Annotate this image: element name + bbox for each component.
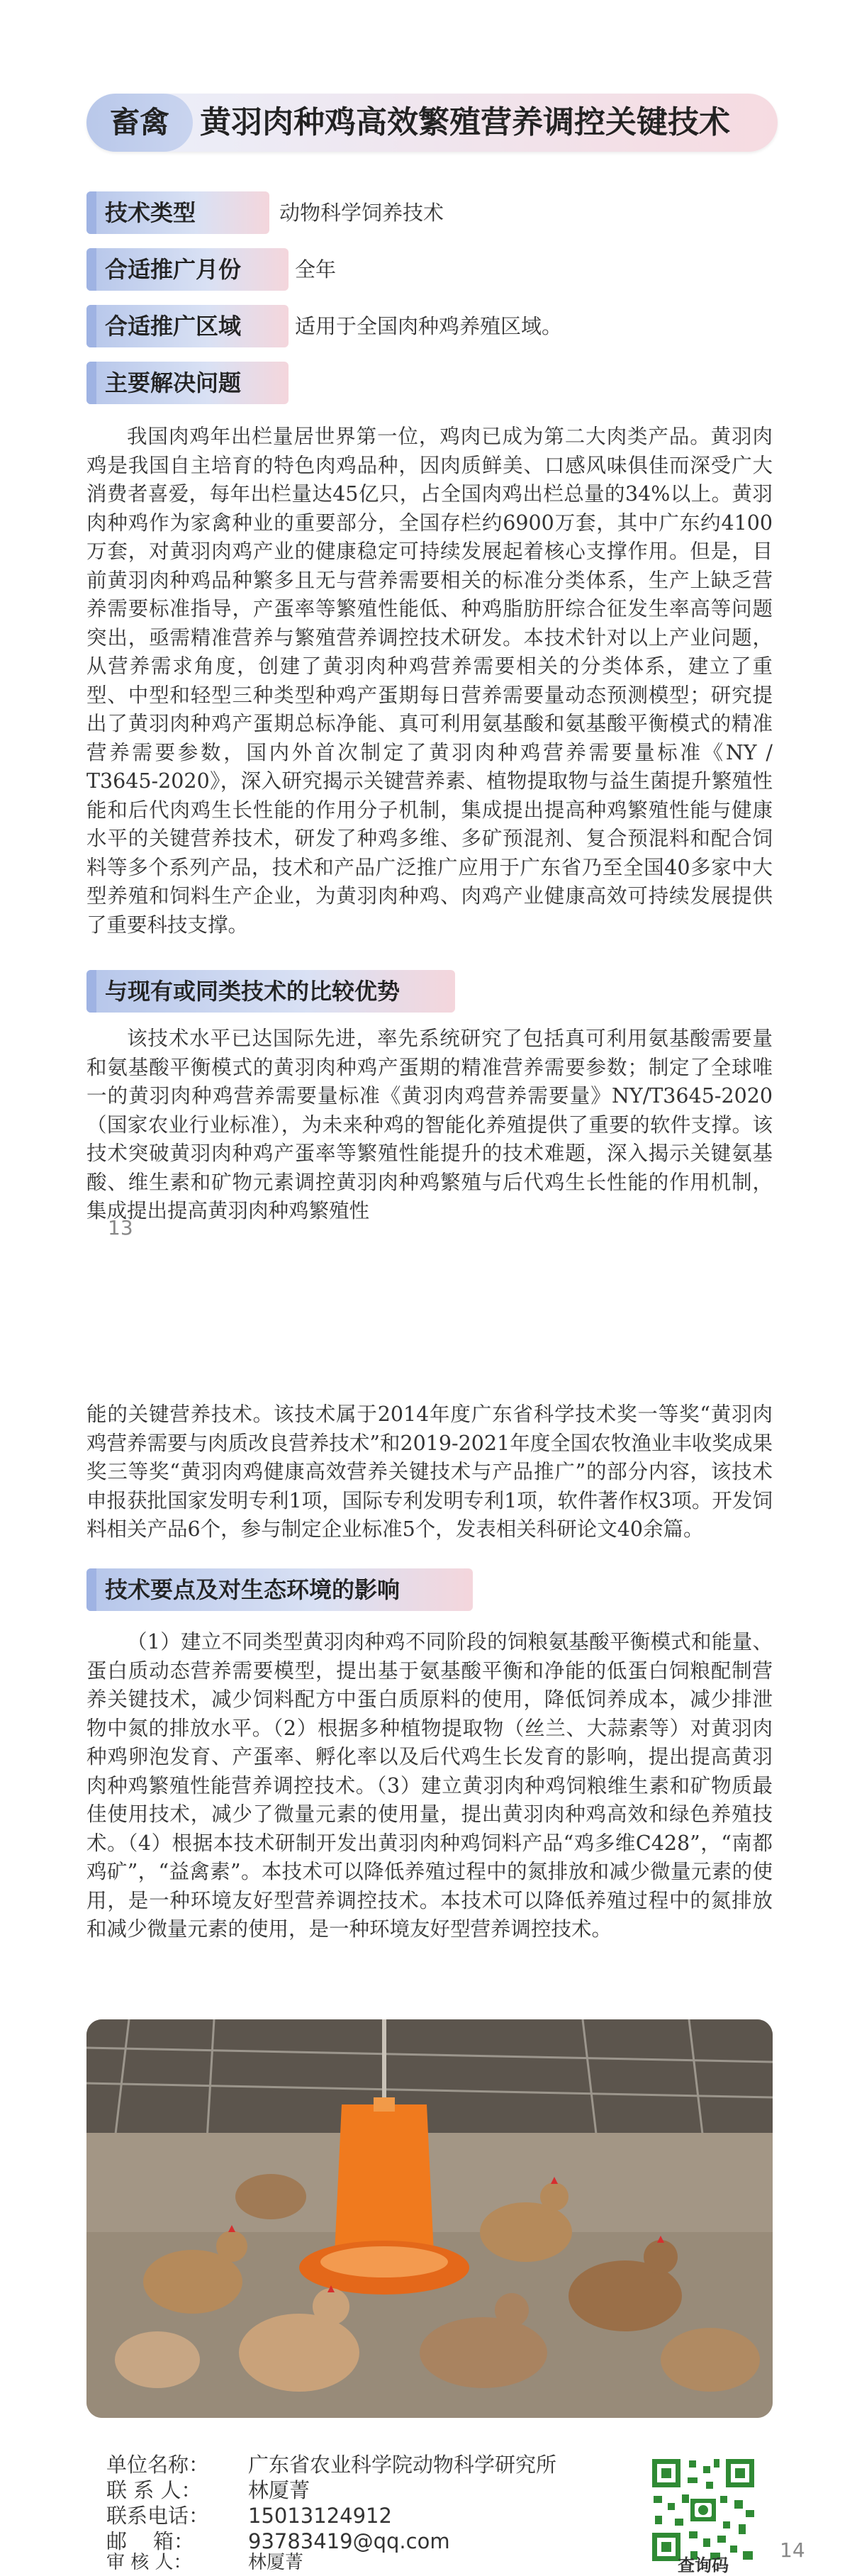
promo-region-label: 合适推广区域 [86,305,289,347]
reviewer-key: 审 核 人： [106,2552,192,2573]
problem-section-label: 主要解决问题 [86,362,289,404]
email-value[interactable]: 93783419@qq.com [248,2529,450,2553]
qr-caption: 查询码 [678,2555,729,2575]
page-number-14: 14 [780,2538,805,2562]
unit-name-value: 广东省农业科学院动物科学研究所 [248,2453,557,2477]
page-title: 黄羽肉种鸡高效繁殖营养调控关键技术 [200,104,730,140]
category-tag: 畜禽 [86,94,193,152]
photo-illustration [86,2019,773,2418]
compare-section-label: 与现有或同类技术的比较优势 [86,970,455,1013]
compare-text-part1: 该技术水平已达国际先进，率先系统研究了包括真可利用氨基酸需要量和氨基酸平衡模式的黄羽肉种鸡产蛋期的精准营养需要参数；制定了全球唯一的黄羽肉种鸡营养需要量标准《黄羽肉鸡营养需要量》NY/T3645-2020（国家农业行业标准），为未来种鸡的智能化养殖提供了重要的软件支撑。该技术突破黄羽肉种鸡产蛋率等繁殖性能提升的技术难题，深入揭示关键氨基酸、维生素和矿物元素调控黄羽肉种鸡繁殖与后代鸡生长性能的作用机制，集成提出提高黄羽肉种鸡繁殖性 [86,1027,773,1222]
promo-month-label: 合适推广月份 [86,248,289,291]
email-key: 邮 箱： [106,2529,194,2553]
title-banner [86,94,778,152]
qr-code[interactable] [646,2453,760,2567]
phone-line [106,2503,392,2528]
chicken-feeder-photo [86,2019,773,2418]
qr-code-icon [646,2453,760,2567]
email-line [106,2528,450,2554]
phone-value: 15013124912 [248,2504,392,2528]
unit-name-line [106,2452,556,2477]
phone-key: 联系电话： [106,2504,210,2528]
promo-region-value: 适用于全国肉种鸡养殖区域。 [295,314,563,338]
eco-section-label: 技术要点及对生态环境的影响 [86,1568,473,1611]
promo-month-value: 全年 [295,257,337,281]
contact-person-line [106,2477,310,2503]
page-number-13: 13 [108,1216,133,1239]
page-13 [0,0,857,1248]
eco-text: （1）建立不同类型黄羽肉种鸡不同阶段的饲粮氨基酸平衡模式和能量、蛋白质动态营养需要模型，提出基于氨基酸平衡和净能的低蛋白饲粮配制营养关键技术，减少饲料配方中蛋白质原料的使用，降低饲养成本，减少排泄物中氮的排放水平。（2）根据多种植物提取物（丝兰、大蒜素等）对黄羽肉种鸡卵泡发育、产蛋率、孵化率以及后代鸡生长发育的影响，提出提高黄羽肉种鸡繁殖性能营养调控技术。（3）建立黄羽肉种鸡饲粮维生素和矿物质最佳使用技术，减少了微量元素的使用量，提出黄羽肉种鸡高效和绿色养殖技术。（4）根据本技术研制开发出黄羽肉种鸡饲料产品“鸡多维C428”，“南都鸡矿”，“益禽素”。本技术可以降低养殖过程中的氮排放和减少微量元素的使用，是一种环境友好型营养调控技术。本技术可以降低养殖过程中的氮排放和减少微量元素的使用，是一种环境友好型营养调控技术。 [86,1630,773,1941]
reviewer-value: 林厦菁 [248,2552,304,2573]
page-gap [0,1248,857,1376]
contact-person-key: 联 系 人： [106,2478,202,2502]
tech-type-label: 技术类型 [86,191,269,234]
problem-text: 我国肉鸡年出栏量居世界第一位，鸡肉已成为第二大肉类产品。黄羽肉鸡是我国自主培育的特色肉鸡品种，因肉质鲜美、口感风味俱佳而深受广大消费者喜爱，每年出栏量达45亿只，占全国肉鸡出栏总量的34%以上。黄羽肉种鸡作为家禽种业的重要部分，全国存栏约6900万套，其中广东约4100万套，对黄羽肉鸡产业的健康稳定可持续发展起着核心支撑作用。但是，目前黄羽肉种鸡品种繁多且无与营养需要相关的标准分类体系，生产上缺乏营养需要标准指导，产蛋率等繁殖性能低、种鸡脂肪肝综合征发生率高等问题突出，亟需精准营养与繁殖营养调控技术研发。本技术针对以上产业问题，从营养需求角度，创建了黄羽肉种鸡营养需要相关的分类体系，建立了重型、中型和轻型三种类型种鸡产蛋期每日营养需要量动态预测模型；研究提出了黄羽肉种鸡产蛋期总标净能、真可利用氨基酸和氨基酸平衡模式的精准营养需要参数，国内外首次制定了黄羽肉种鸡营养需要量标准《NY / T3645-2020》，深入研究揭示关键营养素、植物提取物与益生菌提升繁殖性能和后代肉鸡生长性能的作用分子机制，集成提出提高种鸡繁殖性能与健康水平的关键营养技术，研发了种鸡多维、多矿预混剂、复合预混料和配合饲料等多个系列产品，技术和产品广泛推广应用于广东省乃至全国40多家中大型养殖和饲料生产企业，为黄羽肉种鸡、肉鸡产业健康高效可持续发展提供了重要科技支撑。 [86,425,773,937]
contact-person-value: 林厦菁 [248,2478,310,2502]
unit-name-key: 单位名称： [106,2453,210,2477]
reviewer-line [106,2553,303,2572]
compare-text-part2: 能的关键营养技术。该技术属于2014年度广东省科学技术奖一等奖“黄羽肉鸡营养需要与肉质改良营养技术”和2019-2021年度全国农牧渔业丰收奖成果奖三等奖“黄羽肉鸡健康高效营养关键技术与产品推广”的部分内容，该技术申报获批国家发明专利1项，国际专利发明专利1项，软件著作权3项。开发饲料相关产品6个，参与制定企业标准5个，发表相关科研论文40余篇。 [86,1403,773,1541]
tech-type-value: 动物科学饲养技术 [279,201,444,225]
